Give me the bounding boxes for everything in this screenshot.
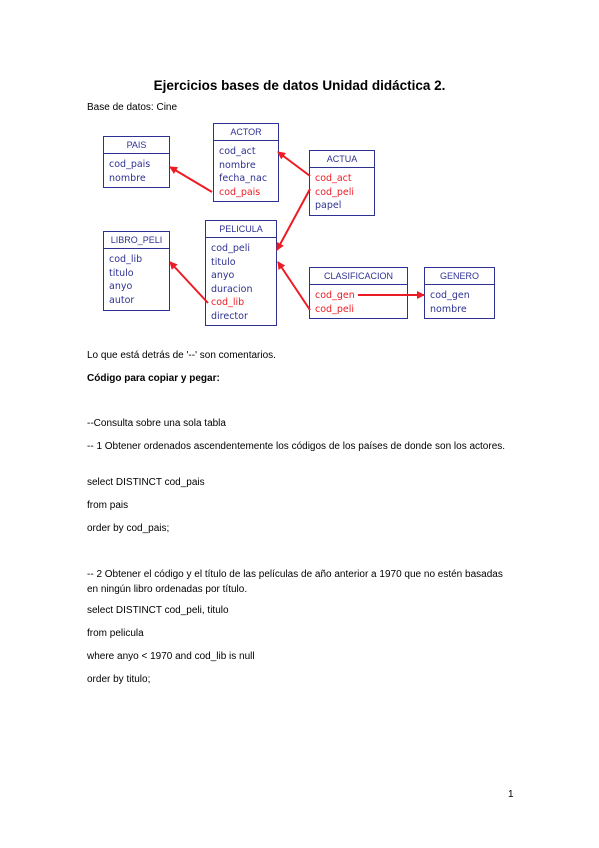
field-actor-cod_pais: cod_pais [219, 186, 261, 198]
query-1-from: from pais [87, 500, 129, 511]
table-clasificacion-title: CLASIFICACION [310, 268, 407, 285]
query-2-comment: -- 2 Obtener el código y el título de las películas de año anterior a 1970 que no estén basadas en ningún libro ordenadas por título. [87, 569, 503, 595]
table-pais-title: PAIS [104, 137, 169, 154]
field-libro_peli-anyo: anyo [109, 281, 133, 292]
table-genero-title: GENERO [425, 268, 494, 285]
field-pelicula-anyo: anyo [211, 270, 235, 281]
comment-note: Lo que está detrás de '--' son comentarios. [87, 350, 276, 361]
database-label: Base de datos: Cine [87, 102, 178, 113]
arrow-actor-pais [170, 167, 212, 192]
field-genero-cod_gen: cod_gen [430, 290, 470, 301]
field-libro_peli-autor: autor [109, 294, 135, 306]
field-clasificacion-cod_peli: cod_peli [315, 303, 354, 315]
query-1-comment: -- 1 Obtener ordenados ascendentemente los códigos de los países de donde son los actores. [87, 441, 506, 452]
document-title: Ejercicios bases de datos Unidad didáctica 2. [153, 78, 446, 93]
field-actor-fecha_nac: fecha_nac [219, 173, 268, 184]
field-genero-nombre: nombre [430, 303, 467, 315]
section-comment: --Consulta sobre una sola tabla [87, 418, 226, 429]
query-1-order: order by cod_pais; [87, 523, 170, 534]
table-libro_peli-title: LIBRO_PELI [104, 232, 169, 249]
field-actua-papel: papel [315, 200, 342, 211]
arrow-pelicula-libro_peli [170, 262, 208, 303]
field-actua-cod_peli: cod_peli [315, 186, 354, 198]
field-libro_peli-titulo: titulo [109, 267, 134, 279]
table-actor-title: ACTOR [214, 124, 278, 141]
field-actor-nombre: nombre [219, 159, 256, 171]
query-1-select: select DISTINCT cod_pais [87, 477, 205, 488]
page-number: 1 [508, 789, 514, 800]
field-libro_peli-cod_lib: cod_lib [109, 254, 143, 265]
field-pais-cod_pais: cod_pais [109, 159, 151, 170]
arrow-actua-pelicula [277, 189, 310, 250]
table-actua-title: ACTUA [310, 151, 374, 168]
field-actua-cod_act: cod_act [315, 173, 352, 184]
query-2-where: where anyo < 1970 and cod_lib is null [87, 651, 255, 662]
arrow-clasificacion-pelicula [278, 262, 310, 310]
field-actor-cod_act: cod_act [219, 146, 256, 157]
field-clasificacion-cod_gen: cod_gen [315, 290, 355, 301]
arrow-actua-actor [278, 152, 310, 176]
field-pelicula-director: director [211, 310, 248, 322]
query-2-from: from pelicula [87, 628, 144, 639]
table-pelicula-title: PELICULA [206, 221, 276, 238]
field-pelicula-cod_lib: cod_lib [211, 297, 245, 308]
copy-heading: Código para copiar y pegar: [87, 373, 220, 384]
field-pelicula-cod_peli: cod_peli [211, 243, 250, 254]
field-pelicula-titulo: titulo [211, 256, 236, 268]
field-pais-nombre: nombre [109, 172, 146, 184]
query-2-order: order by titulo; [87, 674, 151, 685]
field-pelicula-duracion: duracion [211, 283, 253, 295]
query-2-select: select DISTINCT cod_peli, titulo [87, 605, 229, 616]
